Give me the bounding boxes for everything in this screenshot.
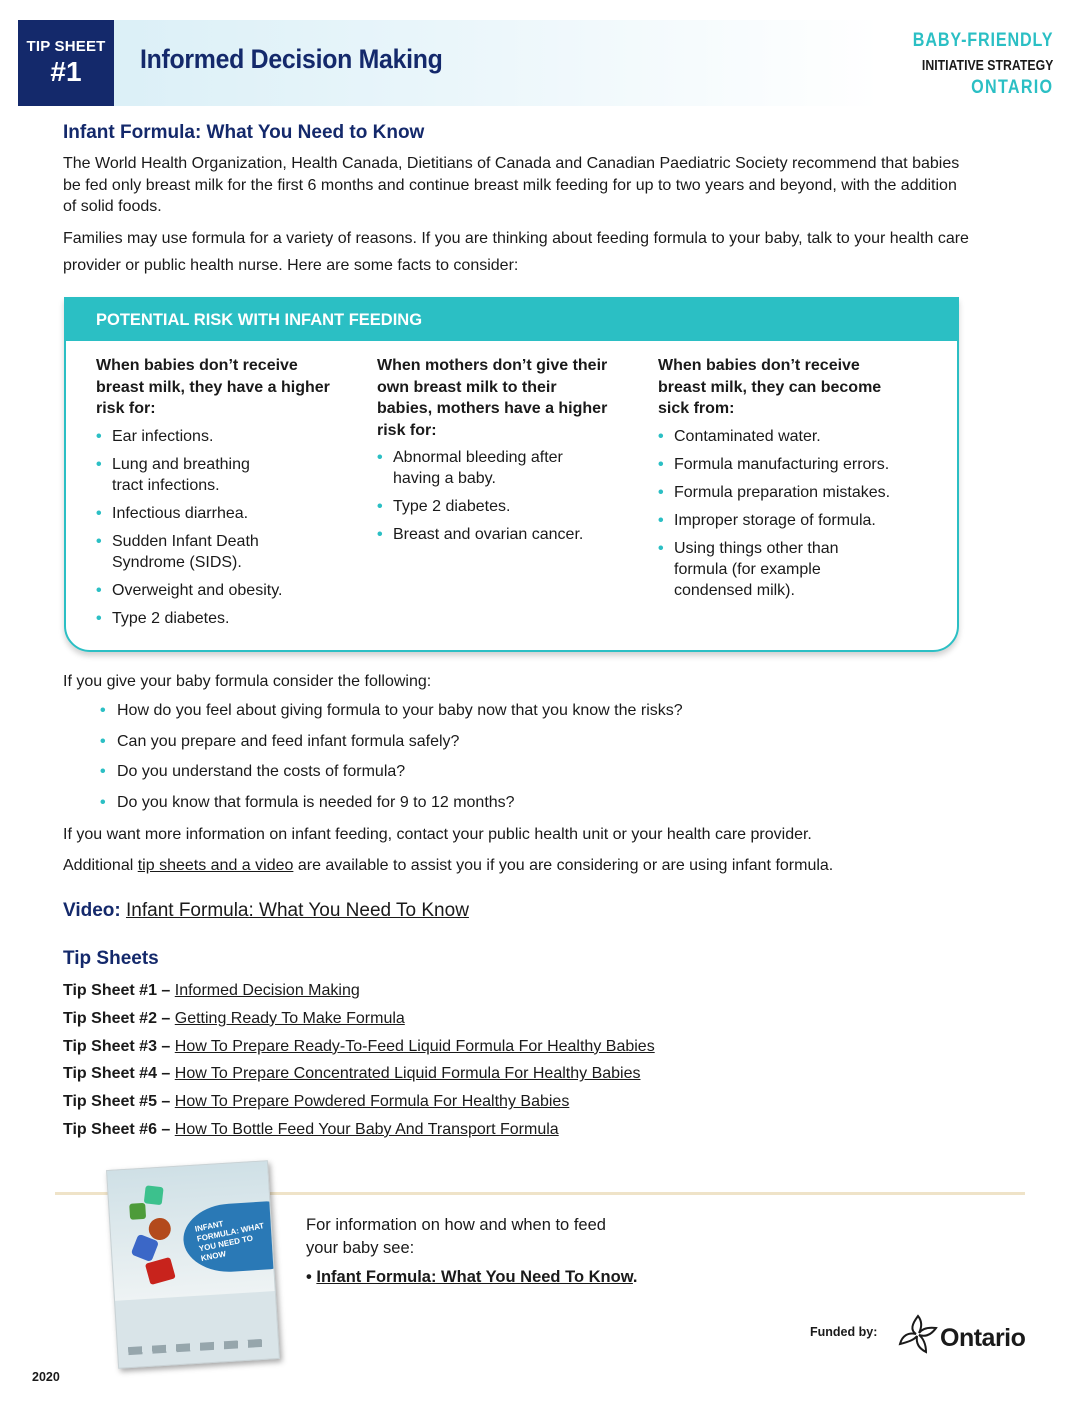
video-link[interactable]: Infant Formula: What You Need To Know — [126, 900, 469, 921]
bullet-icon: • — [377, 449, 383, 466]
bullet-icon: • — [658, 427, 664, 445]
bullet-icon: • — [96, 427, 102, 445]
tip-sheets-video-link[interactable]: tip sheets and a video — [137, 857, 294, 874]
list-item: • Lung and breathing tract infections. — [96, 455, 250, 494]
consider-list — [100, 700, 683, 822]
badge-label: TIP SHEET — [26, 38, 106, 55]
list-item: • Do you understand the costs of formula? — [100, 761, 683, 792]
trillium-icon — [896, 1312, 940, 1356]
brand-line-3: ONTARIO — [970, 77, 1053, 98]
list-item: • Type 2 diabetes. — [377, 498, 511, 515]
video-label: Video: — [63, 900, 121, 921]
list-item: • Type 2 diabetes. — [96, 609, 230, 627]
partner-logos — [128, 1339, 268, 1356]
list-item: • Can you prepare and feed infant formula safely? — [100, 731, 683, 762]
tip-sheets-heading: Tip Sheets — [63, 948, 159, 969]
risk-column-mothers — [377, 355, 612, 552]
brand-line-1: BABY-FRIENDLY — [912, 30, 1053, 51]
risk-column-sickness — [658, 355, 928, 608]
bullet-icon: • — [658, 455, 664, 473]
list-item: Tip Sheet #4 – How To Prepare Concentrated Liquid Formula For Healthy Babies — [63, 1065, 641, 1083]
tip-sheet-link[interactable]: How To Prepare Ready-To-Feed Liquid Formula For Healthy Babies — [174, 1037, 655, 1055]
consider-intro: If you give your baby formula consider the following: — [63, 673, 432, 690]
tip-sheet-link[interactable]: Informed Decision Making — [174, 982, 360, 999]
bullet-icon: • — [100, 763, 106, 780]
risk-column-babies — [96, 355, 341, 636]
tip-sheets-list — [63, 980, 655, 1147]
video-line — [63, 900, 469, 922]
bullet-icon: • — [377, 498, 383, 515]
list-item: • Formula preparation mistakes. — [658, 483, 891, 501]
bullet-icon: • — [96, 532, 102, 550]
footer-info: For information on how and when to feed your baby see: • Infant Formula: What You Need To Know. — [306, 1216, 638, 1286]
ontario-logo — [896, 1310, 1028, 1360]
booklet-cover-image[interactable] — [106, 1160, 280, 1369]
bullet-icon: • — [96, 455, 102, 473]
list-item: Tip Sheet #1 – Informed Decision Making — [63, 982, 360, 999]
risk-column-heading: When mothers don’t give their own breast milk to their babies, mothers have a higher risk for: — [377, 357, 608, 439]
list-item: • Using things other than formula (for example condensed milk). — [658, 539, 839, 599]
bullet-icon: • — [658, 539, 664, 557]
list-item: Tip Sheet #2 – Getting Ready To Make Formula — [63, 1009, 405, 1027]
bullet-icon: • — [100, 732, 106, 750]
risk-panel — [64, 297, 959, 652]
list-item: • Do you know that formula is needed for 9 to 12 months? — [100, 792, 683, 823]
funded-by-label: Funded by: — [810, 1325, 878, 1339]
bullet-icon: • — [658, 511, 664, 529]
list-item: • Infectious diarrhea. — [96, 504, 249, 522]
booklet-cover-title: INFANT FORMULA: WHAT YOU NEED TO KNOW — [194, 1219, 265, 1264]
list-item: • Overweight and obesity. — [96, 581, 283, 599]
tip-sheet-link[interactable]: How To Prepare Powdered Formula For Healthy Babies — [174, 1093, 570, 1111]
bullet-icon: • — [96, 581, 102, 599]
risk-panel-heading: POTENTIAL RISK WITH INFANT FEEDING — [66, 299, 957, 341]
additional-resources-text: Additional tip sheets and a video are available to assist you if you are considering or are using infant formula. — [63, 857, 834, 874]
page-title: Informed Decision Making — [140, 44, 443, 74]
tip-sheet-link[interactable]: How To Bottle Feed Your Baby And Transport Formula — [174, 1120, 559, 1138]
list-item: • Breast and ovarian cancer. — [377, 526, 584, 543]
list-item: • Contaminated water. — [658, 427, 821, 445]
bullet-icon: • — [658, 483, 664, 501]
booklet-link[interactable]: Infant Formula: What You Need To Know — [316, 1268, 633, 1286]
badge-number: #1 — [50, 56, 82, 87]
ontario-wordmark: Ontario — [940, 1324, 1026, 1352]
tip-sheet-link[interactable]: Getting Ready To Make Formula — [174, 1009, 405, 1027]
tip-sheet-badge — [18, 20, 114, 106]
bullet-icon: • — [100, 702, 106, 719]
list-item: • Formula manufacturing errors. — [658, 455, 890, 473]
list-item: Tip Sheet #5 – How To Prepare Powdered Formula For Healthy Babies — [63, 1093, 570, 1111]
bullet-icon: • — [377, 526, 383, 543]
list-item: • Improper storage of formula. — [658, 511, 876, 529]
more-info-text: If you want more information on infant feeding, contact your public health unit or your health care provider. — [63, 826, 812, 843]
risk-column-heading: When babies don’t receive breast milk, they can become sick from: — [658, 357, 882, 417]
list-item: • Abnormal bleeding after having a baby. — [377, 449, 563, 487]
intro-heading: Infant Formula: What You Need to Know — [63, 122, 425, 143]
brand-line-2: INITIATIVE STRATEGY — [921, 57, 1053, 74]
tip-sheet-link[interactable]: How To Prepare Concentrated Liquid Formula For Healthy Babies — [174, 1065, 641, 1083]
bullet-icon: • — [96, 504, 102, 522]
list-item: • Sudden Infant Death Syndrome (SIDS). — [96, 532, 259, 571]
publication-year: 2020 — [32, 1370, 60, 1384]
list-item: • How do you feel about giving formula to your baby now that you know the risks? — [100, 700, 683, 731]
list-item: Tip Sheet #6 – How To Bottle Feed Your Baby And Transport Formula — [63, 1120, 559, 1138]
risk-column-heading: When babies don’t receive breast milk, they have a higher risk for: — [96, 357, 330, 417]
bullet-icon: • — [96, 609, 102, 627]
brand-logo — [888, 30, 1053, 99]
list-item: Tip Sheet #3 – How To Prepare Ready-To-Feed Liquid Formula For Healthy Babies — [63, 1037, 655, 1055]
intro-paragraph-1: The World Health Organization, Health Canada, Dietitians of Canada and Canadian Paediatric Society recommend that babies be fed only breast milk for the first 6 months and continue breast milk feeding for up to two years and beyond, with the addition of solid foods. — [63, 155, 960, 215]
list-item: • Ear infections. — [96, 427, 214, 445]
bullet-icon: • — [100, 793, 106, 811]
intro-paragraph-2: Families may use formula for a variety of reasons. If you are thinking about feeding formula to your baby, talk to your health care provider or public health nurse. Here are some facts to consider: — [63, 230, 969, 274]
